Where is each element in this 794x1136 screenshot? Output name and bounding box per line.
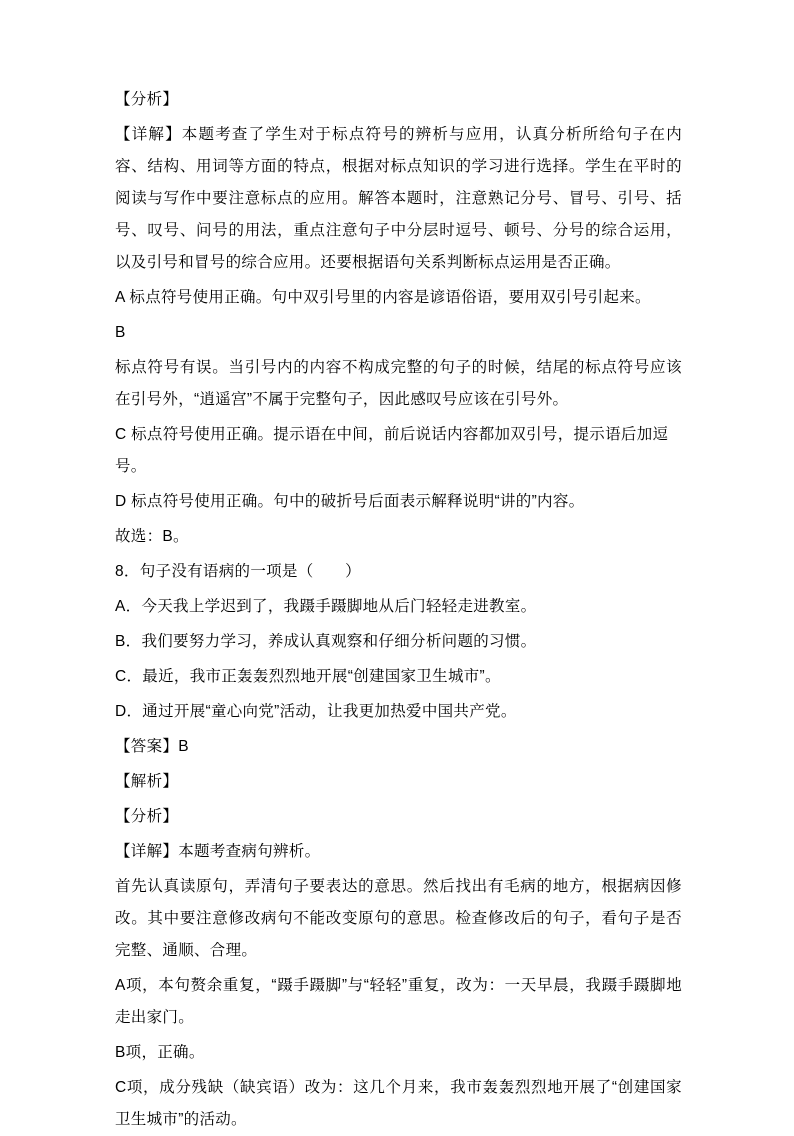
option-c-correction: C项，成分残缺（缺宾语）改为：这几个月来，我市轰轰烈烈地开展了“创建国家卫生城市”的活动。 [115,1079,682,1128]
detail-explanation-2: 【详解】本题考查病句辨析。 [115,843,321,860]
option-c-comment: C 标点符号使用正确。提示语在中间，前后说话内容都加双引号，提示语后加逗号。 [115,426,669,475]
option-b-evaluation: B项，正确。 [115,1044,205,1061]
answer-conclusion-1: 故选：B。 [115,528,189,545]
analysis-label-1: 【分析】 [115,91,179,108]
analysis-label-2: 【分析】 [115,808,179,825]
question-8-option-d: D．通过开展“童心向党”活动，让我更加热爱中国共产党。 [115,703,517,720]
option-b-comment: 标点符号有误。当引号内的内容不构成完整的句子的时候，结尾的标点符号应该在引号外，“逍遥宫”不属于完整句子，因此感叹号应该在引号外。 [115,359,682,408]
answer-label: 【答案】B [115,738,189,755]
question-8-option-a: A．今天我上学迟到了，我蹑手蹑脚地从后门轻轻走进教室。 [115,598,537,615]
option-b-label: B [115,324,126,341]
question-8-option-b: B．我们要努力学习，养成认真观察和仔细分析问题的习惯。 [115,633,537,650]
method-paragraph: 首先认真读原句，弄清句子要表达的意思。然后找出有毛病的地方，根据病因修改。其中要注意修改病句不能改变原句的意思。检查修改后的句子，看句子是否完整、通顺、合理。 [115,878,682,959]
option-a-correction: A项，本句赘余重复，“蹑手蹑脚”与“轻轻”重复，改为：一天早晨，我蹑手蹑脚地走出家门。 [115,977,682,1026]
option-a-comment: A 标点符号使用正确。句中双引号里的内容是谚语俗语，要用双引号引起来。 [115,289,651,306]
question-8-option-c: C．最近，我市正轰轰烈烈地开展“创建国家卫生城市”。 [115,668,501,685]
explanation-label: 【解析】 [115,773,179,790]
option-d-comment: D 标点符号使用正确。句中的破折号后面表示解释说明“讲的”内容。 [115,493,585,510]
question-8-title: 8．句子没有语病的一项是（ ） [115,563,361,580]
detail-explanation-1: 【详解】本题考查了学生对于标点符号的辨析与应用，认真分析所给句子在内容、结构、用词等方面的特点，根据对标点知识的学习进行选择。学生在平时的阅读与写作中要注意标点的应用。解答本题时，注意熟记分号、冒号、引号、括号、叹号、问号的用法，重点注意句子中分层时逗号、顿号、分号的综合运用，以及引号和冒号的综合应用。还要根据语句关系判断标点运用是否正确。 [115,126,682,271]
document-content [115,84,682,1136]
